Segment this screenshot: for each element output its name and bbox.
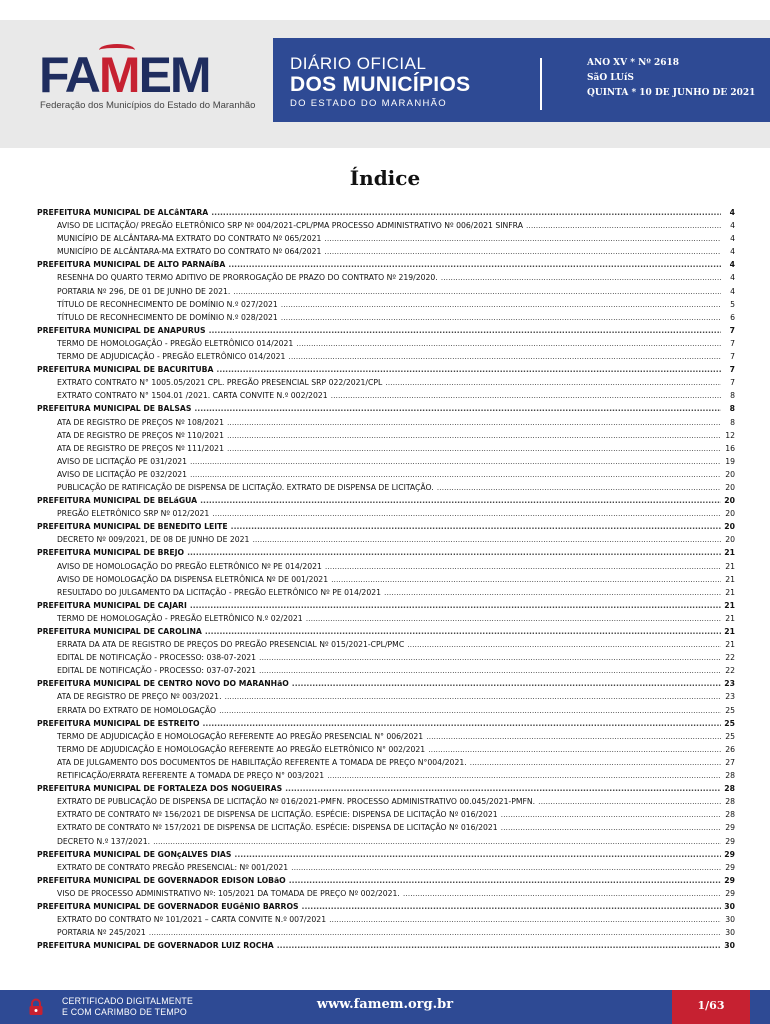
toc-page-number: 7	[730, 338, 735, 348]
toc-item[interactable]	[37, 612, 735, 625]
toc-page-number: 4	[730, 234, 735, 244]
toc-entry-title: PREFEITURA MUNICIPAL DE BALSAS	[37, 404, 192, 414]
toc-item[interactable]	[37, 507, 735, 520]
toc-item[interactable]	[37, 664, 735, 677]
toc-page-number: 23	[725, 692, 735, 702]
logo-subtitle: Federação dos Municípios do Estado do Maranhão	[40, 100, 256, 111]
toc-entry-title: EXTRATO DE CONTRATO Nº 157/2021 DE DISPENSA DE LICITAÇÃO. ESPÉCIE: DISPENSA DE LICITAÇÃO Nº 016/2021	[57, 823, 498, 833]
toc-page-number: 5	[730, 299, 735, 309]
toc-dot-leader	[302, 900, 721, 913]
toc-entry-title: PREFEITURA MUNICIPAL DE GONçALVES DIAS	[37, 849, 232, 859]
toc-item[interactable]	[37, 429, 735, 442]
toc-entry-title: EXTRATO DO CONTRATO Nº 101/2021 – CARTA CONVITE N.º 007/2021	[57, 915, 327, 925]
toc-entry-title: AVISO DE LICITAÇÃO PE 031/2021	[57, 456, 188, 466]
edition-date: QUINTA * 10 DE JUNHO DE 2021	[587, 88, 756, 98]
toc-page-number: 20	[724, 522, 735, 532]
toc-item[interactable]	[37, 651, 735, 664]
toc-dot-leader	[291, 861, 721, 874]
toc-entry-title: VISO DE PROCESSO ADMINISTRATIVO Nº: 105/2021 DA TOMADA DE PREÇO Nº 002/2021.	[57, 888, 400, 898]
toc-section[interactable]	[37, 520, 735, 533]
toc-section[interactable]	[37, 848, 735, 861]
toc-entry-title: PORTARIA Nº 245/2021	[57, 928, 146, 938]
toc-entry-title: TERMO DE ADJUDICAÇÃO E HOMOLOGAÇÃO REFERENTE AO PREGÃO ELETRÔNICO N° 002/2021	[57, 744, 426, 754]
toc-item[interactable]	[37, 769, 735, 782]
toc-entry-title: TERMO DE HOMOLOGAÇÃO - PREGÃO ELETRÔNICO 014/2021	[57, 338, 294, 348]
toc-page-number: 30	[725, 928, 735, 938]
toc-item[interactable]	[37, 337, 735, 350]
toc-item[interactable]	[37, 481, 735, 494]
toc-page-number: 29	[725, 862, 735, 872]
toc-item[interactable]	[37, 690, 735, 703]
toc-section[interactable]	[37, 402, 735, 415]
table-of-contents	[37, 206, 735, 952]
toc-section[interactable]	[37, 874, 735, 887]
toc-item[interactable]	[37, 416, 735, 429]
toc-page-number: 30	[724, 901, 735, 911]
logo-text-em: EM	[138, 47, 210, 103]
toc-page-number: 21	[724, 548, 735, 558]
toc-dot-leader	[306, 612, 721, 625]
toc-entry-title: RESULTADO DO JULGAMENTO DA LICITAÇÃO - PREGÃO ELETRÔNICO Nº PE 014/2021	[57, 587, 381, 597]
toc-page-number: 21	[724, 600, 735, 610]
toc-dot-leader	[428, 743, 721, 756]
edition-number: ANO XV * Nº 2618	[587, 58, 680, 68]
logo-text-m: M	[98, 47, 139, 103]
toc-entry-title: EXTRATO DE CONTRATO Nº 156/2021 DE DISPENSA DE LICITAÇÃO. ESPÉCIE: DISPENSA DE LICITAÇÃO Nº 016/2021	[57, 810, 498, 820]
toc-item[interactable]	[37, 756, 735, 769]
toc-entry-title: RETIFICAÇÃO/ERRATA REFERENTE A TOMADA DE PREÇO N° 003/2021	[57, 771, 325, 781]
toc-item[interactable]	[37, 376, 735, 389]
toc-dot-leader	[325, 560, 721, 573]
toc-page-number: 28	[724, 784, 735, 794]
toc-item[interactable]	[37, 795, 735, 808]
toc-dot-leader	[190, 599, 721, 612]
toc-dot-leader	[538, 795, 721, 808]
toc-section[interactable]	[37, 939, 735, 952]
toc-item[interactable]	[37, 560, 735, 573]
toc-entry-title: PREFEITURA MUNICIPAL DE FORTALEZA DOS NOGUEIRAS	[37, 784, 283, 794]
toc-item[interactable]	[37, 533, 735, 546]
toc-entry-title: AVISO DE HOMOLOGAÇÃO DO PREGÃO ELETRÔNICO Nº PE 014/2021	[57, 561, 322, 571]
toc-entry-title: DECRETO Nº 009/2021, DE 08 DE JUNHO DE 2021	[57, 535, 250, 545]
toc-dot-leader	[203, 717, 722, 730]
toc-page-number: 20	[725, 469, 735, 479]
toc-dot-leader	[288, 350, 721, 363]
toc-page-number: 28	[725, 771, 735, 781]
toc-dot-leader	[227, 442, 721, 455]
toc-page-number: 21	[724, 627, 735, 636]
toc-page-number: 29	[725, 823, 735, 833]
title-line-3: DO ESTADO DO MARANHÃO	[290, 98, 447, 109]
toc-entry-title: MUNICÍPIO DE ALCÂNTARA-MA EXTRATO DO CONTRATO Nº 064/2021	[57, 247, 322, 257]
toc-item[interactable]	[37, 743, 735, 756]
toc-dot-leader	[216, 363, 721, 376]
toc-entry-title: RESENHA DO QUARTO TERMO ADITIVO DE PRORROGAÇÃO DE PRAZO DO CONTRATO Nº 219/2020.	[57, 273, 438, 283]
toc-entry-title: PREFEITURA MUNICIPAL DE BREJO	[37, 548, 185, 558]
toc-dot-leader	[331, 389, 721, 402]
toc-section[interactable]	[37, 625, 735, 638]
toc-section[interactable]	[37, 599, 735, 612]
toc-entry-title: PREFEITURA MUNICIPAL DE CENTRO NOVO DO MARANHãO	[37, 679, 289, 689]
toc-dot-leader	[324, 245, 721, 258]
toc-dot-leader	[526, 219, 721, 232]
toc-entry-title: DECRETO N.º 137/2021.	[57, 836, 151, 846]
toc-dot-leader	[149, 926, 721, 939]
toc-page-number: 21	[725, 561, 735, 571]
toc-dot-leader	[227, 416, 721, 429]
toc-entry-title: TÍTULO DE RECONHECIMENTO DE DOMÍNIO N.º 028/2021	[57, 312, 278, 322]
toc-section[interactable]	[37, 900, 735, 913]
index-title: Índice	[349, 166, 421, 190]
toc-item[interactable]	[37, 285, 735, 298]
toc-entry-title: ERRATA DA ATA DE REGISTRO DE PREÇOS DO PREGÃO PRESENCIAL Nº 015/2021-CPL/PMC	[57, 640, 405, 650]
toc-dot-leader	[277, 939, 721, 952]
toc-dot-leader	[233, 285, 721, 298]
toc-entry-title: PREFEITURA MUNICIPAL DE ALCâNTARA	[37, 208, 209, 217]
toc-item[interactable]	[37, 442, 735, 455]
toc-dot-leader	[219, 704, 721, 717]
toc-page-number: 4	[730, 273, 735, 283]
toc-page-number: 7	[730, 378, 735, 388]
toc-item[interactable]	[37, 861, 735, 874]
toc-page-number: 4	[730, 247, 735, 257]
toc-entry-title: TERMO DE ADJUDICAÇÃO E HOMOLOGAÇÃO REFERENTE AO PREGÃO PRESENCIAL N° 006/2021	[57, 731, 424, 741]
toc-item[interactable]	[37, 245, 735, 258]
toc-page-number: 4	[729, 208, 735, 217]
toc-entry-title: TERMO DE HOMOLOGAÇÃO - PREGÃO ELETRÔNICO N.º 02/2021	[57, 613, 303, 623]
toc-entry-title: PREFEITURA MUNICIPAL DE GOVERNADOR EUGêNIO BARROS	[37, 901, 299, 911]
toc-page-number: 4	[730, 286, 735, 296]
toc-section[interactable]	[37, 363, 735, 376]
toc-entry-title: ATA DE REGISTRO DE PREÇO Nº 003/2021.	[57, 692, 222, 702]
toc-dot-leader	[501, 808, 721, 821]
toc-entry-title: PREFEITURA MUNICIPAL DE GOVERNADOR EDISON LOBãO	[37, 875, 286, 885]
toc-item[interactable]	[37, 821, 735, 834]
toc-page-number: 8	[730, 417, 735, 427]
toc-page-number: 25	[724, 718, 735, 728]
toc-dot-leader	[327, 769, 721, 782]
toc-page-number: 16	[725, 443, 735, 453]
toc-entry-title: ATA DE REGISTRO DE PREÇOS Nº 111/2021	[57, 443, 224, 453]
toc-page-number: 27	[725, 757, 735, 767]
toc-item[interactable]	[37, 704, 735, 717]
toc-page-number: 29	[724, 875, 735, 885]
toc-dot-leader	[441, 271, 721, 284]
toc-section[interactable]	[37, 782, 735, 795]
toc-dot-leader	[227, 429, 721, 442]
toc-item[interactable]	[37, 271, 735, 284]
toc-dot-leader	[153, 835, 721, 848]
toc-page-number: 23	[724, 679, 735, 689]
toc-page-number: 26	[725, 744, 735, 754]
toc-item[interactable]	[37, 913, 735, 926]
toc-dot-leader	[292, 677, 721, 690]
toc-entry-title: MUNICÍPIO DE ALCÂNTARA-MA EXTRATO DO CONTRATO Nº 065/2021	[57, 234, 322, 244]
toc-page-number: 28	[725, 810, 735, 820]
toc-section[interactable]	[37, 546, 735, 559]
toc-dot-leader	[437, 481, 721, 494]
cert-line-1: CERTIFICADO DIGITALMENTE	[62, 996, 194, 1006]
toc-dot-leader	[211, 206, 721, 219]
toc-entry-title: PREFEITURA MUNICIPAL DE CAJARI	[37, 600, 187, 610]
toc-entry-title: PUBLICAÇÃO DE RATIFICAÇÃO DE DISPENSA DE LICITAÇÃO. EXTRATO DE DISPENSA DE LICITAÇÃO.	[57, 482, 434, 492]
toc-dot-leader	[231, 520, 721, 533]
toc-page-number: 12	[725, 430, 735, 440]
toc-page-number: 4	[729, 260, 735, 270]
edition-city: SãO LUíS	[587, 73, 634, 83]
toc-entry-title: PREFEITURA MUNICIPAL DE BENEDITO LEITE	[37, 522, 228, 532]
toc-item[interactable]	[37, 219, 735, 232]
toc-entry-title: ATA DE REGISTRO DE PREÇOS Nº 110/2021	[57, 430, 224, 440]
famem-logo	[39, 47, 210, 103]
toc-page-number: 21	[725, 613, 735, 623]
toc-dot-leader	[205, 625, 721, 638]
toc-page-number: 20	[724, 496, 735, 506]
toc-page-number: 8	[729, 404, 735, 414]
toc-item[interactable]	[37, 586, 735, 599]
toc-dot-leader	[190, 455, 721, 468]
toc-entry-title: PREFEITURA MUNICIPAL DE ESTREITO	[37, 718, 200, 728]
toc-page-number: 21	[725, 587, 735, 597]
toc-page-number: 21	[725, 640, 735, 650]
toc-dot-leader	[403, 887, 721, 900]
toc-entry-title: PREFEITURA MUNICIPAL DE ANAPURUS	[37, 325, 206, 335]
toc-item[interactable]	[37, 835, 735, 848]
toc-entry-title: PREFEITURA MUNICIPAL DE GOVERNADOR LUIZ ROCHA	[37, 941, 274, 951]
title-line-1: DIÁRIO OFICIAL	[290, 54, 427, 73]
toc-page-number: 29	[725, 836, 735, 846]
toc-entry-title: PREFEITURA MUNICIPAL DE BELáGUA	[37, 496, 198, 506]
toc-entry-title: EDITAL DE NOTIFICAÇÃO - PROCESSO: 038-07-2021	[57, 653, 257, 663]
toc-page-number: 30	[725, 915, 735, 925]
toc-page-number: 8	[730, 391, 735, 401]
toc-dot-leader	[470, 756, 721, 769]
toc-entry-title: ERRATA DO EXTRATO DE HOMOLOGAÇÃO	[57, 705, 217, 715]
toc-page-number: 4	[730, 221, 735, 231]
toc-page-number: 20	[725, 482, 735, 492]
toc-page-number: 28	[725, 797, 735, 807]
toc-entry-title: PREFEITURA MUNICIPAL DE BACURITUBA	[37, 365, 214, 375]
toc-page-number: 7	[730, 352, 735, 362]
cert-line-2: E COM CARIMBO DE TEMPO	[62, 1006, 187, 1017]
toc-dot-leader	[259, 664, 721, 677]
toc-page-number: 22	[725, 653, 735, 663]
toc-dot-leader	[259, 651, 721, 664]
toc-page-number: 25	[725, 705, 735, 715]
toc-dot-leader	[407, 638, 721, 651]
toc-item[interactable]	[37, 730, 735, 743]
toc-dot-leader	[296, 337, 721, 350]
toc-page-number: 7	[729, 365, 735, 375]
website-link[interactable]: www.famem.org.br	[316, 997, 454, 1012]
toc-page-number: 29	[724, 849, 735, 859]
toc-page-number: 19	[725, 456, 735, 466]
toc-dot-leader	[212, 507, 721, 520]
toc-dot-leader	[426, 730, 721, 743]
toc-entry-title: TERMO DE ADJUDICAÇÃO - PREGÃO ELETRÔNICO 014/2021	[57, 352, 286, 362]
toc-dot-leader	[324, 232, 721, 245]
toc-entry-title: AVISO DE LICITAÇÃO/ PREGÃO ELETRÔNICO SRP Nº 004/2021-CPL/PMA PROCESSO ADMINISTRATIVO Nº 006/2021 SINFRA	[57, 221, 523, 231]
toc-dot-leader	[200, 494, 721, 507]
toc-entry-title: EXTRATO CONTRATO N° 1504.01 /2021. CARTA CONVITE N.º 002/2021	[57, 391, 328, 401]
toc-dot-leader	[234, 848, 721, 861]
toc-dot-leader	[331, 573, 721, 586]
toc-dot-leader	[281, 298, 721, 311]
toc-item[interactable]	[37, 887, 735, 900]
toc-item[interactable]	[37, 455, 735, 468]
toc-dot-leader	[385, 376, 721, 389]
toc-section[interactable]	[37, 677, 735, 690]
toc-item[interactable]	[37, 389, 735, 402]
toc-item[interactable]	[37, 468, 735, 481]
toc-page-number: 6	[730, 312, 735, 322]
toc-entry-title: ATA DE REGISTRO DE PREÇOS Nº 108/2021	[57, 417, 224, 427]
toc-dot-leader	[384, 586, 721, 599]
logo-text-fa: FA	[39, 47, 99, 103]
toc-entry-title: TÍTULO DE RECONHECIMENTO DE DOMÍNIO N.º 027/2021	[57, 299, 278, 309]
toc-entry-title: PREGÃO ELETRÔNICO SRP Nº 012/2021	[57, 509, 210, 519]
toc-entry-title: AVISO DE LICITAÇÃO PE 032/2021	[57, 469, 188, 479]
toc-page-number: 20	[725, 509, 735, 519]
toc-section[interactable]	[37, 324, 735, 337]
title-line-2: DOS MUNICÍPIOS	[290, 73, 471, 96]
toc-page-number: 25	[725, 731, 735, 741]
header-divider	[540, 58, 542, 110]
toc-dot-leader	[194, 402, 721, 415]
toc-item[interactable]	[37, 638, 735, 651]
toc-dot-leader	[252, 533, 721, 546]
toc-entry-title: PORTARIA Nº 296, DE 01 DE JUNHO DE 2021.	[57, 286, 231, 296]
toc-item[interactable]	[37, 573, 735, 586]
toc-section[interactable]	[37, 717, 735, 730]
toc-dot-leader	[289, 874, 721, 887]
toc-item[interactable]	[37, 926, 735, 939]
toc-item[interactable]	[37, 232, 735, 245]
toc-item[interactable]	[37, 311, 735, 324]
toc-entry-title: ATA DE JULGAMENTO DOS DOCUMENTOS DE HABILITAÇÃO REFERENTE A TOMADA DE PREÇO N°004/2021.	[57, 757, 467, 767]
toc-section[interactable]	[37, 494, 735, 507]
toc-item[interactable]	[37, 808, 735, 821]
toc-section[interactable]	[37, 258, 735, 271]
toc-dot-leader	[209, 324, 721, 337]
toc-section[interactable]	[37, 206, 735, 219]
toc-entry-title: PREFEITURA MUNICIPAL DE ALTO PARNAíBA	[37, 260, 226, 270]
toc-page-number: 7	[729, 325, 735, 335]
toc-item[interactable]	[37, 298, 735, 311]
toc-dot-leader	[187, 546, 721, 559]
toc-page-number: 29	[725, 888, 735, 898]
toc-entry-title: EXTRATO DE CONTRATO PREGÃO PRESENCIAL: Nº 001/2021	[57, 862, 289, 872]
toc-dot-leader	[225, 690, 721, 703]
toc-dot-leader	[228, 258, 721, 271]
toc-page-number: 30	[724, 941, 735, 951]
toc-entry-title: AVISO DE HOMOLOGAÇÃO DA DISPENSA ELETRÔNICA Nº DE 001/2021	[57, 574, 329, 584]
toc-page-number: 20	[725, 535, 735, 545]
toc-dot-leader	[281, 311, 721, 324]
toc-entry-title: EXTRATO CONTRATO N° 1005.05/2021 CPL. PREGÃO PRESENCIAL SRP 022/2021/CPL	[57, 378, 383, 388]
page-indicator: 1/63	[697, 999, 725, 1012]
toc-dot-leader	[329, 913, 721, 926]
toc-dot-leader	[501, 821, 721, 834]
toc-page-number: 21	[725, 574, 735, 584]
toc-entry-title: EXTRATO DE PUBLICAÇÃO DE DISPENSA DE LICITAÇÃO Nº 016/2021-PMFN. PROCESSO ADMINISTRATIVO 00.045/2021-PMFN.	[57, 797, 536, 807]
toc-item[interactable]	[37, 350, 735, 363]
toc-entry-title: PREFEITURA MUNICIPAL DE CAROLINA	[37, 627, 202, 636]
toc-page-number: 22	[725, 666, 735, 676]
toc-dot-leader	[190, 468, 721, 481]
toc-entry-title: EDITAL DE NOTIFICAÇÃO - PROCESSO: 037-07-2021	[57, 666, 257, 676]
toc-dot-leader	[285, 782, 721, 795]
